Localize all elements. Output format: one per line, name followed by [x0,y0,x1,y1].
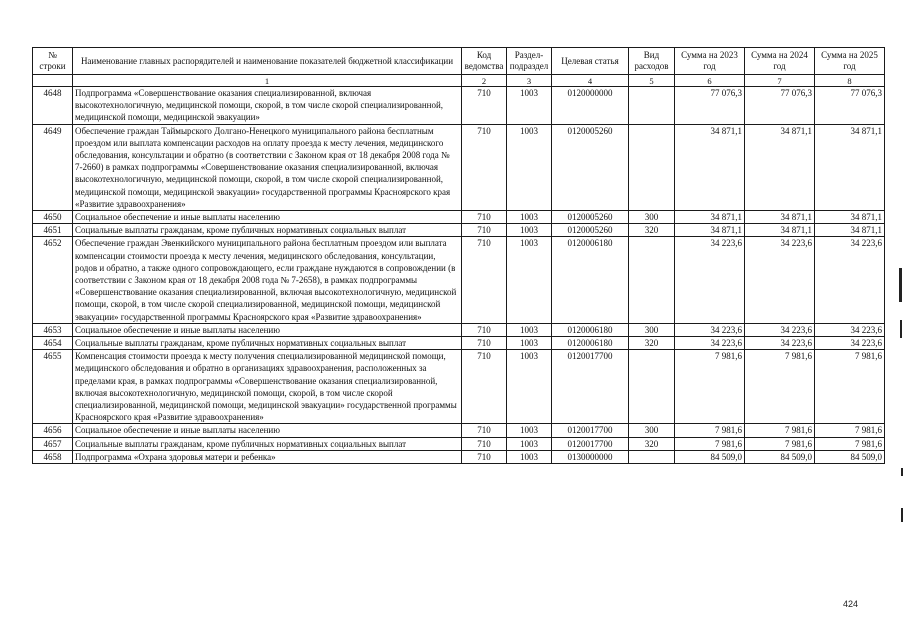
row-sum-2024: 34 871,1 [745,124,815,210]
row-section: 1003 [507,350,552,424]
row-number: 4657 [33,437,73,450]
row-section: 1003 [507,211,552,224]
column-number: 8 [815,75,885,87]
row-number: 4651 [33,224,73,237]
row-sum-2024: 84 509,0 [745,450,815,463]
row-name: Социальное обеспечение и иные выплаты населению [73,211,462,224]
header-target-article: Целевая статья [552,48,629,75]
row-target-article: 0120000000 [552,87,629,125]
row-section: 1003 [507,224,552,237]
row-number: 4648 [33,87,73,125]
row-target-article: 0120006180 [552,323,629,336]
page-number: 424 [843,599,859,609]
row-agency-code: 710 [462,323,507,336]
row-sum-2024: 34 871,1 [745,224,815,237]
row-name: Подпрограмма «Совершенствование оказания специализированной, включая высокотехнологичную, медицинской помощи, скорой, в том числе скорой специализированной, медицинской помощи, медицинской эвакуации» [73,87,462,125]
column-number: 4 [552,75,629,87]
row-expense-kind: 300 [629,323,675,336]
row-sum-2024: 34 871,1 [745,211,815,224]
table-row [33,124,885,210]
row-expense-kind [629,450,675,463]
header-sum-2024: Сумма на 2024 год [745,48,815,75]
row-section: 1003 [507,424,552,437]
row-section: 1003 [507,124,552,210]
row-sum-2023: 34 871,1 [675,211,745,224]
row-name: Социальные выплаты гражданам, кроме публичных нормативных социальных выплат [73,224,462,237]
header-agency-code: Код ведомства [462,48,507,75]
row-sum-2023: 77 076,3 [675,87,745,125]
budget-sheet [32,47,884,464]
row-number: 4654 [33,337,73,350]
row-sum-2024: 7 981,6 [745,350,815,424]
row-name: Социальное обеспечение и иные выплаты населению [73,424,462,437]
row-agency-code: 710 [462,237,507,323]
header-name: Наименование главных распорядителей и наименование показателей бюджетной классификации [73,48,462,75]
row-sum-2025: 34 871,1 [815,211,885,224]
scan-edge-mark [901,468,903,476]
row-agency-code: 710 [462,211,507,224]
row-expense-kind: 320 [629,437,675,450]
header-row-number: № строки [33,48,73,75]
row-number: 4656 [33,424,73,437]
row-section: 1003 [507,450,552,463]
row-sum-2023: 34 223,6 [675,337,745,350]
table-header [33,48,885,87]
column-number-row [33,75,885,87]
column-number: 5 [629,75,675,87]
row-sum-2023: 84 509,0 [675,450,745,463]
row-sum-2025: 84 509,0 [815,450,885,463]
row-sum-2023: 34 223,6 [675,237,745,323]
row-target-article: 0120005260 [552,211,629,224]
row-number: 4652 [33,237,73,323]
row-agency-code: 710 [462,437,507,450]
row-expense-kind [629,124,675,210]
row-expense-kind [629,350,675,424]
header-section: Раздел-подраздел [507,48,552,75]
table-row [33,87,885,125]
row-target-article: 0120017700 [552,437,629,450]
row-sum-2023: 7 981,6 [675,350,745,424]
row-expense-kind [629,87,675,125]
row-number: 4655 [33,350,73,424]
column-number: 2 [462,75,507,87]
row-expense-kind: 320 [629,337,675,350]
row-target-article: 0120006180 [552,237,629,323]
row-section: 1003 [507,237,552,323]
row-name: Подпрограмма «Охрана здоровья матери и ребенка» [73,450,462,463]
row-target-article: 0120005260 [552,224,629,237]
row-sum-2024: 7 981,6 [745,424,815,437]
table-row [33,424,885,437]
row-sum-2023: 34 223,6 [675,323,745,336]
row-sum-2025: 7 981,6 [815,437,885,450]
header-sum-2025: Сумма на 2025 год [815,48,885,75]
row-expense-kind: 300 [629,211,675,224]
table-row [33,237,885,323]
table-row [33,224,885,237]
table-row [33,323,885,336]
row-section: 1003 [507,437,552,450]
row-expense-kind [629,237,675,323]
row-name: Социальное обеспечение и иные выплаты населению [73,323,462,336]
row-sum-2024: 7 981,6 [745,437,815,450]
table-row [33,211,885,224]
column-number [33,75,73,87]
column-number: 7 [745,75,815,87]
row-sum-2025: 34 871,1 [815,124,885,210]
scan-edge-mark [900,320,902,338]
budget-table [32,47,885,464]
row-name: Социальные выплаты гражданам, кроме публичных нормативных социальных выплат [73,437,462,450]
row-number: 4650 [33,211,73,224]
table-row [33,437,885,450]
row-number: 4658 [33,450,73,463]
row-sum-2024: 34 223,6 [745,337,815,350]
row-section: 1003 [507,337,552,350]
row-sum-2025: 34 871,1 [815,224,885,237]
column-number: 3 [507,75,552,87]
row-sum-2023: 7 981,6 [675,437,745,450]
row-sum-2023: 34 871,1 [675,124,745,210]
scan-edge-mark [901,508,903,522]
row-sum-2024: 34 223,6 [745,323,815,336]
row-sum-2024: 34 223,6 [745,237,815,323]
header-expense-kind: Вид расходов [629,48,675,75]
row-sum-2023: 34 871,1 [675,224,745,237]
row-sum-2025: 7 981,6 [815,350,885,424]
row-agency-code: 710 [462,224,507,237]
row-agency-code: 710 [462,424,507,437]
row-agency-code: 710 [462,350,507,424]
row-expense-kind: 300 [629,424,675,437]
row-target-article: 0120017700 [552,350,629,424]
row-target-article: 0120017700 [552,424,629,437]
row-target-article: 0120006180 [552,337,629,350]
table-row [33,450,885,463]
row-expense-kind: 320 [629,224,675,237]
row-sum-2023: 7 981,6 [675,424,745,437]
row-agency-code: 710 [462,87,507,125]
row-sum-2025: 7 981,6 [815,424,885,437]
row-agency-code: 710 [462,124,507,210]
table-body [33,87,885,464]
row-section: 1003 [507,323,552,336]
row-sum-2025: 34 223,6 [815,337,885,350]
row-number: 4653 [33,323,73,336]
row-target-article: 0130000000 [552,450,629,463]
scan-edge-mark [899,268,902,302]
column-number: 1 [73,75,462,87]
row-name: Компенсация стоимости проезда к месту получения специализированной медицинской помощи, медицинского обследования и обратно в организациях здравоохранения, расположенных за пределами края, в рамках подпрограммы «Совершенствование оказания специализированной, включая высокотехнологичную, медицинской помощи, скорой, в том числе скорой специализированной, медицинской помощи, медицинской эвакуации» государственной программы Красноярского края «Развитие здравоохранения» [73,350,462,424]
row-name: Обеспечение граждан Эвенкийского муниципального района бесплатным проездом или выплата компенсации стоимости проезда к месту лечения, медицинского обследования, консультации, родов и обратно, а также одного сопровождающего, если граждане нуждаются в сопровождении (в соответствии с Законом края от 18 декабря 2008 года № 7-2658), в рамках подпрограммы «Совершенствование оказания специализированной, включая высокотехнологичную, медицинской помощи, скорой, в том числе скорой специализированной, медицинской помощи, медицинской эвакуации» государственной программы Красноярского края «Развитие здравоохранения» [73,237,462,323]
row-agency-code: 710 [462,450,507,463]
table-row [33,350,885,424]
row-section: 1003 [507,87,552,125]
table-row [33,337,885,350]
column-number: 6 [675,75,745,87]
row-sum-2025: 77 076,3 [815,87,885,125]
row-sum-2025: 34 223,6 [815,237,885,323]
row-sum-2025: 34 223,6 [815,323,885,336]
row-agency-code: 710 [462,337,507,350]
row-number: 4649 [33,124,73,210]
row-name: Обеспечение граждан Таймырского Долгано-Ненецкого муниципального района бесплатным проездом или выплата компенсации расходов на оплату проезда к месту лечения, медицинского обследования, консультации и обратно (в соответствии с Законом края от 18 декабря 2008 года № 7-2660) в рамках подпрограммы «Совершенствование оказания специализированной, включая высокотехнологичную, медицинской помощи, скорой, в том числе скорой специализированной, медицинской помощи, медицинской эвакуации» государственной программы Красноярского края «Развитие здравоохранения» [73,124,462,210]
row-name: Социальные выплаты гражданам, кроме публичных нормативных социальных выплат [73,337,462,350]
header-sum-2023: Сумма на 2023 год [675,48,745,75]
row-sum-2024: 77 076,3 [745,87,815,125]
row-target-article: 0120005260 [552,124,629,210]
